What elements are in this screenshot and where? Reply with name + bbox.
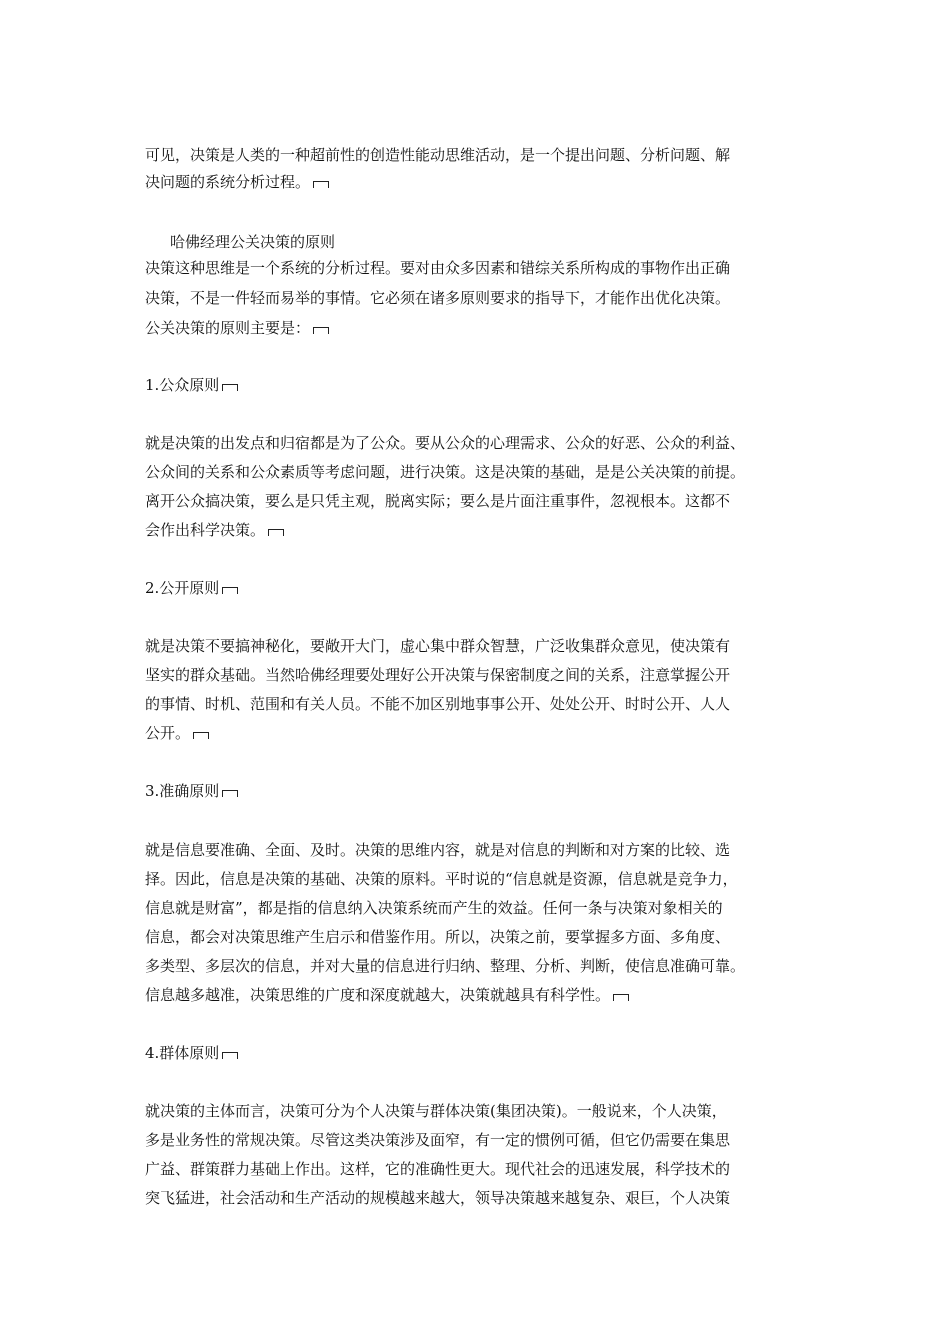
paragraph-mark-icon [313,327,329,334]
overview-line-2: 决策，不是一件轻而易举的事情。它必须在诸多原则要求的指导下，才能作出优化决策。 [145,289,731,307]
principle-1-line-4: 会作出科学决策。 [145,520,284,540]
principle-4-heading: 4.群体原则 [145,1043,238,1063]
principle-4-line-2: 多是业务性的常规决策。尽管这类决策涉及面窄，有一定的惯例可循，但它仍需要在集思 [145,1131,731,1149]
principle-2-heading: 2.公开原则 [145,578,238,598]
principle-3-heading: 3.准确原则 [145,781,238,801]
paragraph-mark-icon [222,587,238,594]
intro-line-1: 可见，决策是人类的一种超前性的创造性能动思维活动，是一个提出问题、分析问题、解 [145,146,731,164]
paragraph-mark-icon [313,181,329,188]
paragraph-mark-icon [268,529,284,536]
principle-3-line-5: 多类型、多层次的信息，并对大量的信息进行归纳、整理、分析、判断，使信息准确可靠。 [145,957,746,975]
paragraph-mark-icon [613,994,629,1001]
principle-3-line-6: 信息越多越准，决策思维的广度和深度就越大，决策就越具有科学性。 [145,985,629,1005]
paragraph-mark-icon [222,384,238,391]
principle-2-line-2: 坚实的群众基础。当然哈佛经理要处理好公开决策与保密制度之间的关系，注意掌握公开 [145,666,731,684]
principle-3-line-3: 信息就是财富”，都是指的信息纳入决策系统而产生的效益。任何一条与决策对象相关的 [145,899,723,917]
paragraph-mark-icon [222,1052,238,1059]
principle-1-heading: 1.公众原则 [145,375,238,395]
principle-3-line-1: 就是信息要准确、全面、及时。决策的思维内容，就是对信息的判断和对方案的比较、选 [145,841,731,859]
principle-2-line-1: 就是决策不要搞神秘化，要敞开大门，虚心集中群众智慧，广泛收集群众意见，使决策有 [145,637,731,655]
paragraph-mark-icon [193,732,209,739]
overview-line-1: 决策这种思维是一个系统的分析过程。要对由众多因素和错综关系所构成的事物作出正确 [145,259,731,277]
principle-1-line-3: 离开公众搞决策，要么是只凭主观，脱离实际；要么是片面注重事件，忽视根本。这都不 [145,492,731,510]
paragraph-mark-icon [222,790,238,797]
intro-line-2: 决问题的系统分析过程。 [145,172,329,192]
principle-4-line-4: 突飞猛进，社会活动和生产活动的规模越来越大，领导决策越来越复杂、艰巨，个人决策 [145,1189,731,1207]
section-title: 哈佛经理公关决策的原则 [170,233,336,251]
principle-1-line-1: 就是决策的出发点和归宿都是为了公众。要从公众的心理需求、公众的好恶、公众的利益、 [145,434,746,452]
principle-4-line-1: 就决策的主体而言，决策可分为个人决策与群体决策(集团决策)。一般说来，个人决策， [145,1102,727,1120]
principle-2-line-3: 的事情、时机、范围和有关人员。不能不加区别地事事公开、处处公开、时时公开、人人 [145,695,731,713]
principle-3-line-4: 信息，都会对决策思维产生启示和借鉴作用。所以，决策之前，要掌握多方面、多角度、 [145,928,731,946]
principle-1-line-2: 公众间的关系和公众素质等考虑问题，进行决策。这是决策的基础，是是公关决策的前提。 [145,463,746,481]
overview-line-3: 公关决策的原则主要是： [145,318,329,338]
principle-4-line-3: 广益、群策群力基础上作出。这样，它的准确性更大。现代社会的迅速发展，科学技术的 [145,1160,731,1178]
principle-3-line-2: 择。因此，信息是决策的基础、决策的原料。平时说的“信息就是资源，信息就是竞争力， [145,870,738,888]
principle-2-line-4: 公开。 [145,723,209,743]
